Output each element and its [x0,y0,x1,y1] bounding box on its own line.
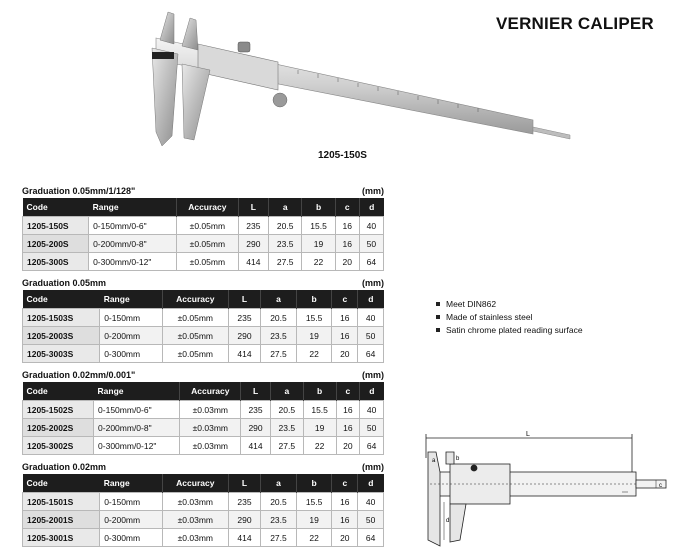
table-cell: 414 [228,345,260,363]
cell-code: 1205-1503S [23,309,100,327]
table-cell: 20 [332,345,358,363]
table-cell: ±0.05mm [176,217,238,235]
graduation-label: Graduation 0.05mm/1/128" [22,186,136,196]
cell-code: 1205-3003S [23,345,100,363]
column-header: a [261,290,297,309]
column-header: L [241,382,271,401]
table-cell: 0-200mm [100,511,163,529]
table-row [23,511,384,529]
table-cell: 20.5 [269,217,302,235]
graduation-label: Graduation 0.05mm [22,278,107,288]
table-cell: 0-150mm [100,309,163,327]
table-row [23,345,384,363]
table-cell: 0-200mm/0-8" [94,419,180,437]
table-row [23,217,384,235]
column-header: Code [23,474,100,493]
table-cell: 15.5 [302,217,335,235]
table-row [23,235,384,253]
column-header: L [228,290,260,309]
table-cell: 290 [228,327,260,345]
unit-label: (mm) [362,462,384,472]
column-header: Range [94,382,180,401]
table-cell: ±0.05mm [162,309,228,327]
table-cell: ±0.03mm [180,419,241,437]
table-cell: 64 [358,345,384,363]
column-header: Code [23,290,100,309]
spec-section-3 [22,370,384,455]
column-header: a [261,474,297,493]
table-cell: 50 [358,511,384,529]
cell-code: 1205-300S [23,253,89,271]
column-header: c [335,198,359,217]
table-row [23,437,384,455]
table-cell: 19 [296,511,332,529]
cell-code: 1205-2003S [23,327,100,345]
table-cell: ±0.03mm [180,401,241,419]
table-cell: ±0.05mm [162,327,228,345]
column-header: c [332,290,358,309]
column-header: Accuracy [162,290,228,309]
table-row [23,327,384,345]
table-cell: 0-200mm/0-8" [89,235,177,253]
table-cell: ±0.05mm [162,345,228,363]
table-cell: 16 [332,309,358,327]
table-cell: 16 [336,419,360,437]
table-cell: 20.5 [261,493,297,511]
table-cell: 414 [241,437,271,455]
table-cell: 290 [238,235,268,253]
table-cell: 22 [296,345,332,363]
table-cell: 16 [332,511,358,529]
table-cell: 22 [303,437,336,455]
table-cell: 23.5 [261,327,297,345]
table-cell: 290 [241,419,271,437]
cell-code: 1205-1501S [23,493,100,511]
table-cell: 19 [303,419,336,437]
column-header: d [358,474,384,493]
table-cell: ±0.03mm [180,437,241,455]
dim-label-a: a [432,458,436,464]
column-header: c [336,382,360,401]
table-cell: 20.5 [270,401,303,419]
table-cell: 235 [241,401,271,419]
table-cell: 40 [359,217,383,235]
table-cell: 20 [332,529,358,547]
table-row [23,253,384,271]
model-caption: 1205-150S [318,150,367,161]
table-cell: 27.5 [261,345,297,363]
spec-section-4 [22,462,384,547]
table-cell: 0-150mm [100,493,163,511]
spec-table [22,290,384,363]
column-header: L [238,198,268,217]
table-cell: 23.5 [269,235,302,253]
table-cell: 20 [335,253,359,271]
table-cell: 16 [332,327,358,345]
spec-table [22,382,384,455]
column-header: Code [23,198,89,217]
table-cell: 50 [358,327,384,345]
table-cell: 22 [296,529,332,547]
feature-item: Meet DIN862 [436,298,583,311]
caliper-photo [138,8,578,148]
table-cell: ±0.03mm [162,511,228,529]
table-cell: 20.5 [261,309,297,327]
column-header: d [360,382,384,401]
cell-code: 1205-3002S [23,437,94,455]
table-cell: 19 [302,235,335,253]
column-header: d [359,198,383,217]
feature-item: Made of stainless steel [436,311,583,324]
table-cell: 0-300mm/0-12" [94,437,180,455]
dim-label-d: d [446,518,450,524]
table-cell: 40 [358,309,384,327]
table-cell: ±0.03mm [162,493,228,511]
table-cell: 40 [360,401,384,419]
column-header: Range [100,290,163,309]
table-cell: 27.5 [261,529,297,547]
cell-code: 1205-1502S [23,401,94,419]
table-cell: 23.5 [261,511,297,529]
table-cell: 16 [335,235,359,253]
cell-code: 1205-2002S [23,419,94,437]
table-row [23,419,384,437]
table-cell: 20 [336,437,360,455]
table-cell: ±0.05mm [176,235,238,253]
spec-table [22,474,384,547]
table-cell: 27.5 [269,253,302,271]
unit-label: (mm) [362,370,384,380]
column-header: Accuracy [162,474,228,493]
column-header: a [270,382,303,401]
table-cell: 19 [296,327,332,345]
column-header: b [296,290,332,309]
spec-section-2 [22,278,384,363]
cell-code: 1205-2001S [23,511,100,529]
page-title: VERNIER CALIPER [496,14,654,33]
column-header: L [228,474,260,493]
column-header: a [269,198,302,217]
table-cell: 27.5 [270,437,303,455]
column-header: Accuracy [176,198,238,217]
table-cell: 16 [335,217,359,235]
graduation-label: Graduation 0.02mm/0.001" [22,370,136,380]
spec-table [22,198,384,271]
unit-label: (mm) [362,278,384,288]
table-cell: 22 [302,253,335,271]
column-header: Accuracy [180,382,241,401]
table-cell: 15.5 [303,401,336,419]
cell-code: 1205-150S [23,217,89,235]
table-cell: 290 [228,511,260,529]
column-header: Range [100,474,163,493]
table-cell: 235 [228,493,260,511]
table-cell: 0-300mm/0-12" [89,253,177,271]
table-cell: 64 [360,437,384,455]
column-header: d [358,290,384,309]
dim-label-L: L [526,431,530,438]
feature-list [436,298,583,337]
table-cell: 64 [358,529,384,547]
table-cell: 0-150mm/0-6" [89,217,177,235]
table-cell: 0-300mm [100,345,163,363]
table-cell: 15.5 [296,309,332,327]
graduation-label: Graduation 0.02mm [22,462,107,472]
column-header: Range [89,198,177,217]
column-header: b [296,474,332,493]
table-cell: 15.5 [296,493,332,511]
dimension-diagram [410,430,672,550]
cell-code: 1205-3001S [23,529,100,547]
table-cell: 16 [336,401,360,419]
table-cell: 40 [358,493,384,511]
table-row [23,493,384,511]
table-cell: 414 [228,529,260,547]
table-row [23,529,384,547]
table-cell: 16 [332,493,358,511]
table-cell: 0-200mm [100,327,163,345]
table-cell: 64 [359,253,383,271]
table-cell: 0-300mm [100,529,163,547]
table-cell: 235 [228,309,260,327]
spec-section-1 [22,186,384,271]
table-cell: 50 [359,235,383,253]
table-row [23,401,384,419]
table-cell: ±0.03mm [162,529,228,547]
table-cell: 23.5 [270,419,303,437]
table-cell: 235 [238,217,268,235]
table-cell: 414 [238,253,268,271]
table-cell: ±0.05mm [176,253,238,271]
dim-label-c: c [659,483,662,489]
table-cell: 50 [360,419,384,437]
table-row [23,309,384,327]
column-header: b [302,198,335,217]
unit-label: (mm) [362,186,384,196]
column-header: c [332,474,358,493]
dim-label-b: b [456,456,460,462]
column-header: Code [23,382,94,401]
column-header: b [303,382,336,401]
feature-item: Satin chrome plated reading surface [436,324,583,337]
table-cell: 0-150mm/0-6" [94,401,180,419]
cell-code: 1205-200S [23,235,89,253]
